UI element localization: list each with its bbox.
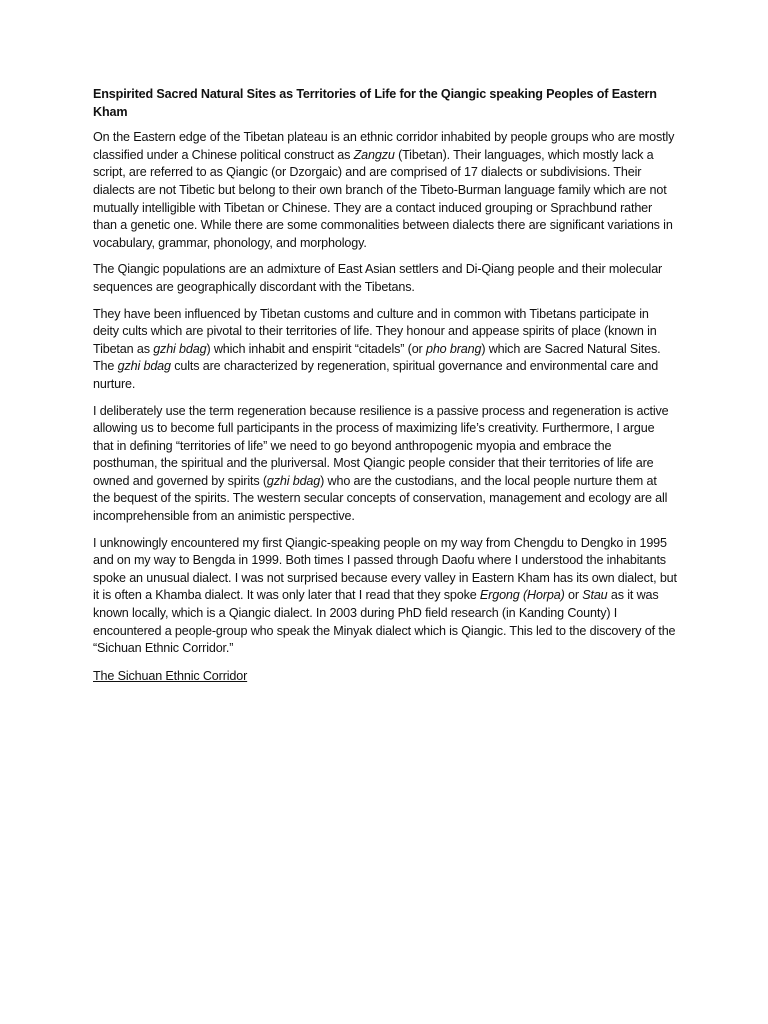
paragraph-3-text-b: ) which inhabit and enspirit “citadels” (or [206,341,426,356]
paragraph-1-text-b: (Tibetan). Their languages, which mostly lack a script, are referred to as Qiangic (or Dzorgaic) and are comprised of 17 dialects or subdivisions. Their dialects are not Tibetic but belong to their own branch of the Tibeto-Burman language family which are not mutually intelligible with Tibetan or Chinese. They are a contact induced grouping or Sprachbund rather than a genetic one. While there are some commonalities between dialects there are significant variations in vocabulary, grammar, phonology, and morphology. [93,147,673,250]
paragraph-4-italic-gzhi-bdag: gzhi bdag [266,473,321,488]
paragraph-1 [93,129,677,252]
paragraph-1-text-a: On the Eastern edge of the Tibetan plateau is an ethnic corridor inhabited by people groups who are mostly classified under a Chinese political construct as [93,130,675,162]
paragraph-5-text-c: as it was known locally, which is a Qiangic dialect. In 2003 during PhD field research (in Kanding County) I encountered a people-group who speak the Minyak dialect which is Qiangic. This led to the discovery of the “Sichuan Ethnic Corridor.” [93,588,676,656]
paragraph-3-text-a: They have been influenced by Tibetan customs and culture and in common with Tibetans participate in deity cults which are pivotal to their territories of life. They honour and appease spirits of place (known in Tibetan as [93,306,657,356]
paragraph-5 [93,535,677,658]
paragraph-4-text-b: ) who are the custodians, and the local people nurture them at the bequest of the spirits. The western secular concepts of conservation, management and ecology are all incomprehensible from an animistic perspective. [93,473,668,524]
document-title: Enspirited Sacred Natural Sites as Territories of Life for the Qiangic speaking Peoples of Eastern Kham [93,87,657,119]
paragraph-4 [93,403,677,526]
paragraph-3-text-d: cults are characterized by regeneration, spiritual governance and environmental care and nurture. [93,359,659,391]
paragraph-2: The Qiangic populations are an admixture of East Asian settlers and Di-Qiang people and their molecular sequences are geographically discordant with the Tibetans. [93,262,663,294]
paragraph-5-text-a: I unknowingly encountered my first Qiangic-speaking people on my way from Chengdu to Dengko in 1995 and on my way to Bengda in 1999. Both times I passed through Daofu where I understood the inhabitants spoke an unusual dialect. I was not surprised because every valley in Eastern Kham has its own dialect, but it is often a Khamba dialect. It was only later that I read that they spoke [93,535,677,603]
paragraph-3-italic-gzhi-bdag: gzhi bdag [153,341,207,356]
section-heading-link[interactable]: The Sichuan Ethnic Corridor [93,668,248,683]
paragraph-3-italic-pho-brang: pho brang [425,341,482,356]
paragraph-3-text-c: ) which are Sacred Natural Sites. The [93,341,661,374]
paragraph-1-italic-zangzu: Zangzu [353,147,395,162]
document-page [93,86,677,685]
paragraph-5-italic-ergong: Ergong (Horpa) [479,588,565,603]
paragraph-5-text-b: or [564,588,583,603]
paragraph-4-text-a: I deliberately use the term regeneration because resilience is a passive process and regeneration is active allowing us to become full participants in the process of maximizing life’s creativity. Furthermore, I argue that in defining “territories of life” we need to go beyond anthropogenic myopia and embrace the posthuman, the spiritual and the pluriversal. Most Qiangic people consider that their territories of life are owned and governed by spirits ( [93,403,669,488]
paragraph-5-italic-stau: Stau [582,588,608,603]
paragraph-3-italic-gzhi-bdag-2: gzhi bdag [117,359,171,374]
paragraph-3 [93,306,677,394]
